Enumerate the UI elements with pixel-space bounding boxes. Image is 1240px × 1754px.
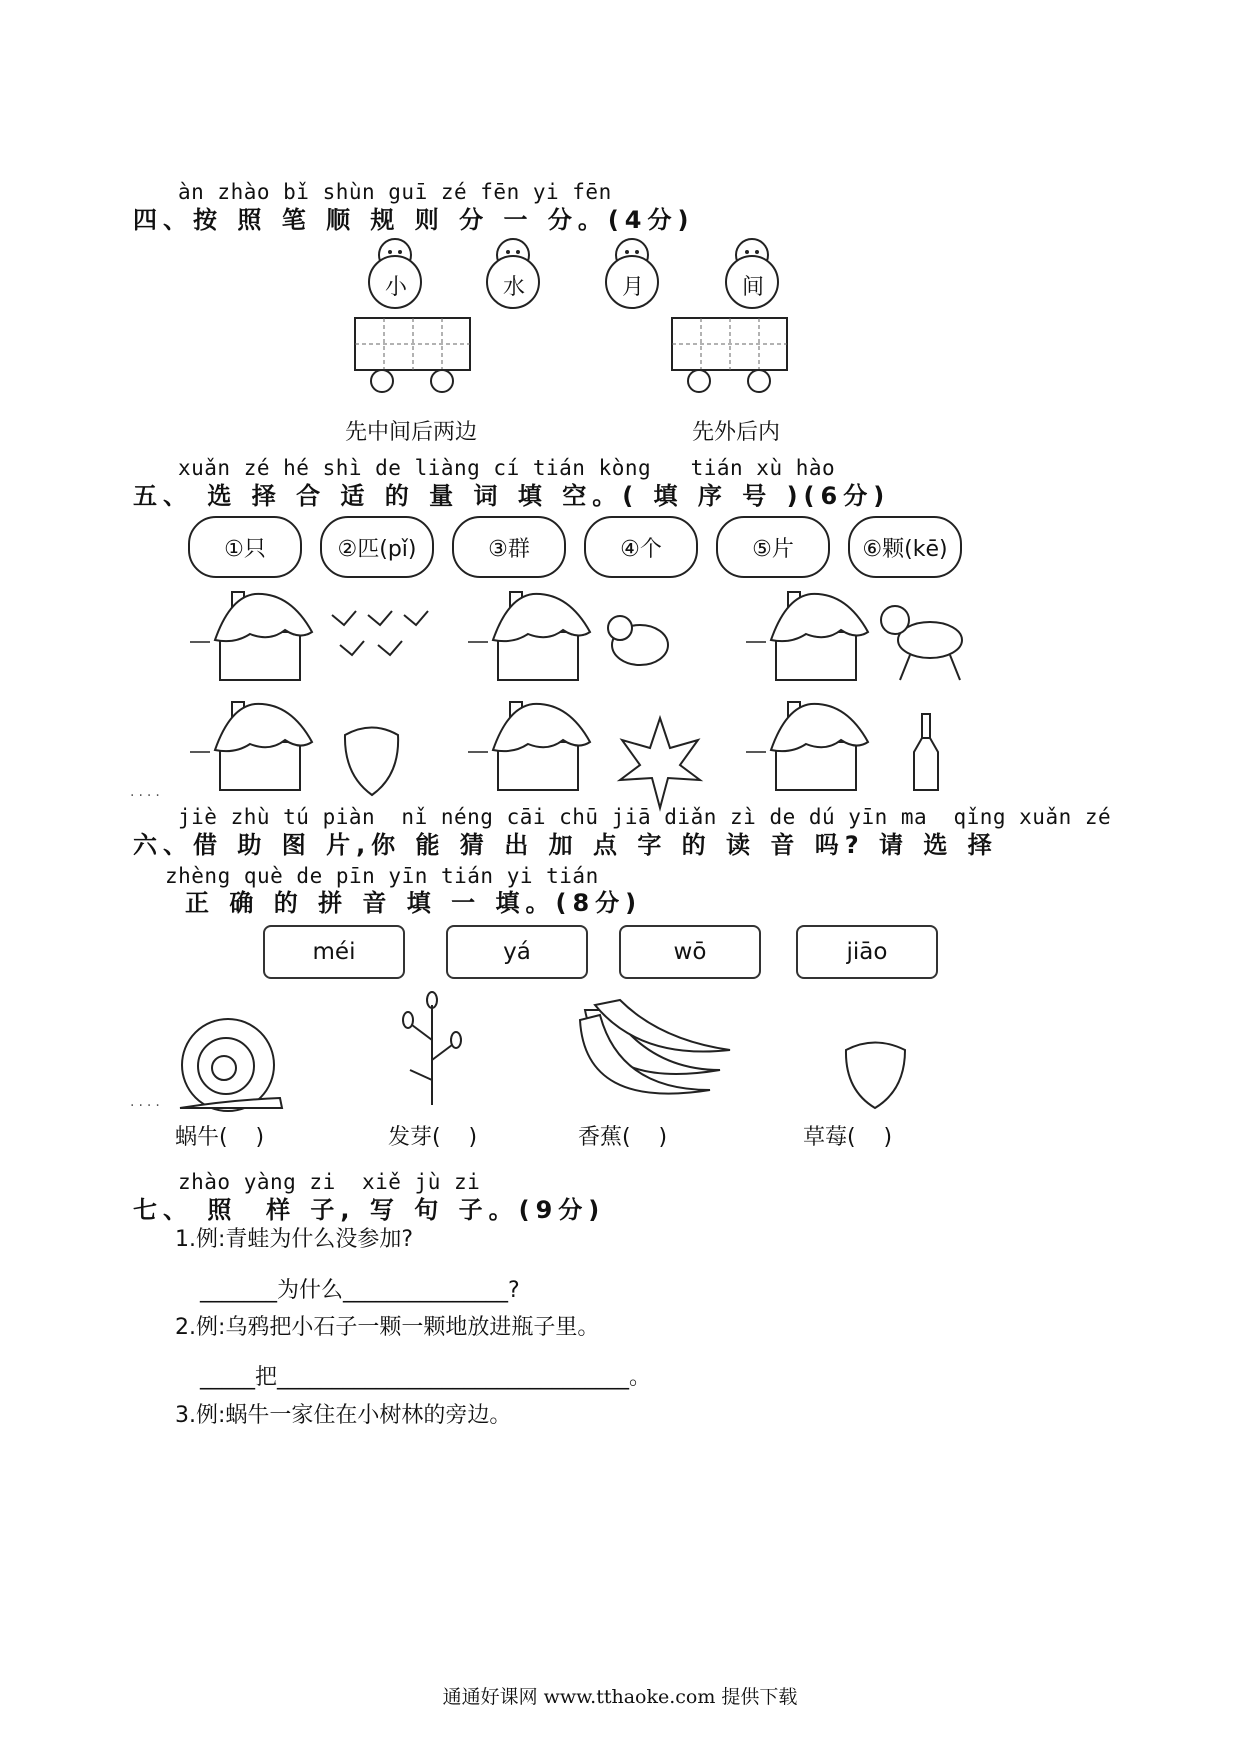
answer-blank-2[interactable]: _____把________________________________。 — [200, 1365, 652, 1390]
cart-label-2: 先外后内 — [692, 420, 781, 445]
stroke-char-4: 间 — [742, 275, 765, 300]
stroke-char-3: 月 — [622, 275, 645, 300]
pinyin-box-1: méi — [263, 925, 405, 979]
measure-word-option-1: ①只 — [188, 516, 302, 578]
section6-pinyin-2: zhèng què de pīn yīn tián yi tián — [165, 864, 599, 888]
example-1: 1.例:青蛙为什么没参加? — [175, 1227, 414, 1252]
word-sprout: 发芽( ) — [388, 1125, 478, 1150]
stroke-char-2: 水 — [503, 275, 526, 300]
section7-heading: 七、 照 样 子, 写 句 子。(9分) — [133, 1196, 606, 1224]
pinyin-box-2: yá — [446, 925, 588, 979]
measure-word-option-5: ⑤片 — [716, 516, 830, 578]
section5-pinyin: xuǎn zé hé shì de liàng cí tián kòng tián xù hào — [178, 456, 836, 480]
example-3: 3.例:蜗牛一家住在小树林的旁边。 — [175, 1403, 512, 1428]
section6-heading-1: 六、借 助 图 片,你 能 猜 出 加 点 字 的 读 音 吗? 请 选 择 — [133, 831, 998, 859]
section7-pinyin: zhào yàng zi xiě jù zi — [178, 1170, 481, 1194]
answer-blank-1[interactable]: _______为什么_______________? — [200, 1278, 520, 1303]
stroke-char-1: 小 — [385, 275, 408, 300]
dots-divider-2: ···· — [130, 1098, 164, 1114]
pinyin-box-3: wō — [619, 925, 761, 979]
word-snail: 蜗牛( ) — [175, 1125, 265, 1150]
dots-divider: ···· — [130, 788, 164, 804]
example-2: 2.例:乌鸦把小石子一颗一颗地放进瓶子里。 — [175, 1315, 600, 1340]
section4-heading: 四、按 照 笔 顺 规 则 分 一 分。(4分) — [133, 206, 695, 234]
section5-heading: 五、 选 择 合 适 的 量 词 填 空。( 填 序 号 )(6分) — [133, 482, 891, 510]
word-banana: 香蕉( ) — [578, 1125, 668, 1150]
measure-word-option-4: ④个 — [584, 516, 698, 578]
section6-heading-2: 正 确 的 拼 音 填 一 填。(8分) — [185, 889, 643, 917]
cart-label-1: 先中间后两边 — [345, 420, 478, 445]
word-strawberry: 草莓( ) — [803, 1125, 893, 1150]
section4-pinyin: àn zhào bǐ shùn guī zé fēn yi fēn — [178, 180, 612, 204]
pinyin-box-4: jiāo — [796, 925, 938, 979]
measure-word-option-3: ③群 — [452, 516, 566, 578]
measure-word-option-2: ②匹(pǐ) — [320, 516, 434, 578]
footer-text: 通通好课网 www.tthaoke.com 提供下载 — [442, 1686, 798, 1708]
measure-word-option-6: ⑥颗(kē) — [848, 516, 962, 578]
section6-pinyin-1: jiè zhù tú piàn nǐ néng cāi chū jiā diǎn zì de dú yīn ma qǐng xuǎn zé — [178, 805, 1112, 829]
